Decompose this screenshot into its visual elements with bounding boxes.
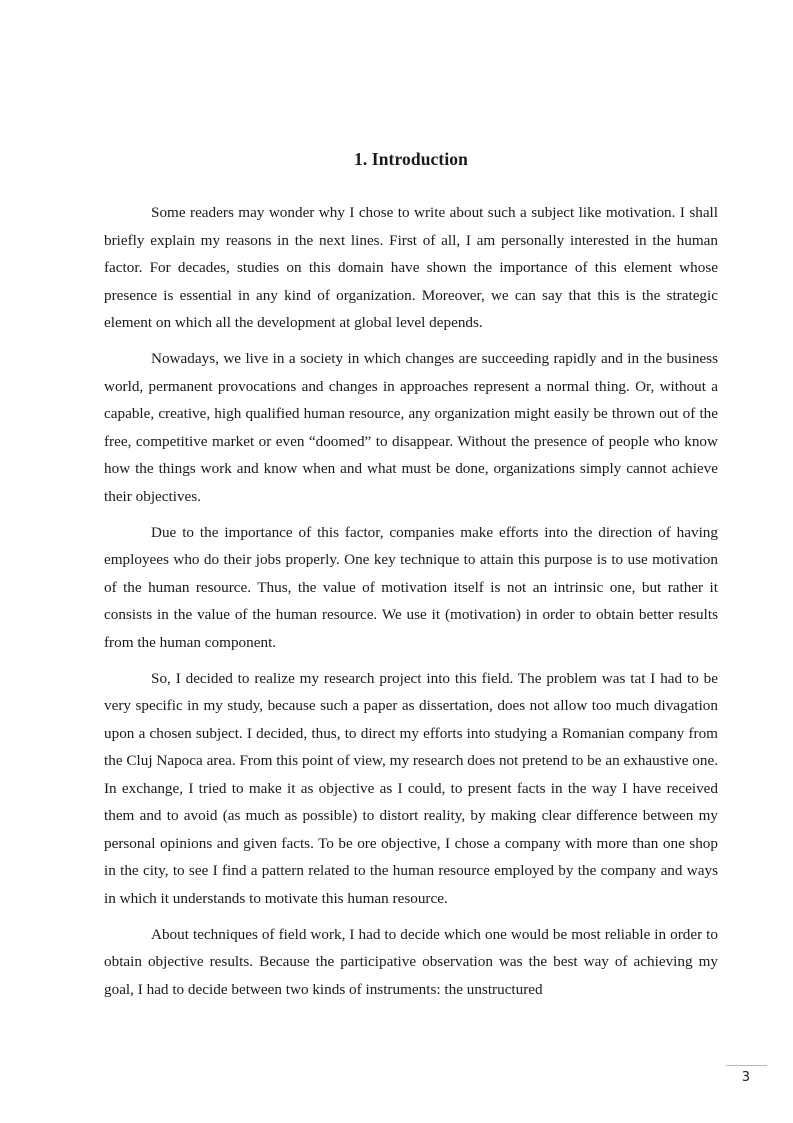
footer-divider <box>726 1065 767 1066</box>
paragraph: Due to the importance of this factor, companies make efforts into the direction of having employees who do their jobs properly. One key technique to attain this purpose is to use motivation of the human resource. Thus, the value of motivation itself is not an intrinsic one, but rather it consists in the value of the human resource. We use it (motivation) in order to obtain better results from the human component. <box>104 523 718 651</box>
paragraph: Some readers may wonder why I chose to write about such a subject like motivation. I shall briefly explain my reasons in the next lines. First of all, I am personally interested in the human factor. For decades, studies on this domain have shown the importance of this element whose presence is essential in any kind of organization. Moreover, we can say that this is the strategic element on which all the development at global level depends. <box>104 204 718 331</box>
page-number: 3 <box>741 1070 750 1085</box>
paragraph: About techniques of field work, I had to decide which one would be most reliable in order to obtain objective results. Because the participative observation was the best way of achieving my goal, I had to decide between two kinds of instruments: the unstructured <box>104 925 718 998</box>
section-heading: 1. Introduction <box>354 149 468 169</box>
paragraph: So, I decided to realize my research project into this field. The problem was tat I had to be very specific in my study, because such a paper as dissertation, does not allow too much divagation upon a chosen subject. I decided, thus, to direct my efforts into studying a Romanian company from the Cluj Napoca area. From this point of view, my research does not pretend to be an exhaustive one. In exchange, I tried to make it as objective as I could, to present facts in the way I have received them and to avoid (as much as possible) to distort reality, by making clear difference between my personal opinions and given facts. To be ore objective, I chose a company with more than one shop in the city, to see I find a pattern related to the human resource employed by the company and ways in which it understands to motivate this human resource. <box>104 669 718 907</box>
body-text <box>104 199 718 1012</box>
paragraph: Nowadays, we live in a society in which changes are succeeding rapidly and in the business world, permanent provocations and changes in approaches represent a normal thing. Or, without a capable, creative, high qualified human resource, any organization might easily be thrown out of the free, competitive market or even “doomed” to disappear. Without the presence of people who know how the things work and know when and what must be done, organizations simply cannot achieve their objectives. <box>104 350 718 505</box>
